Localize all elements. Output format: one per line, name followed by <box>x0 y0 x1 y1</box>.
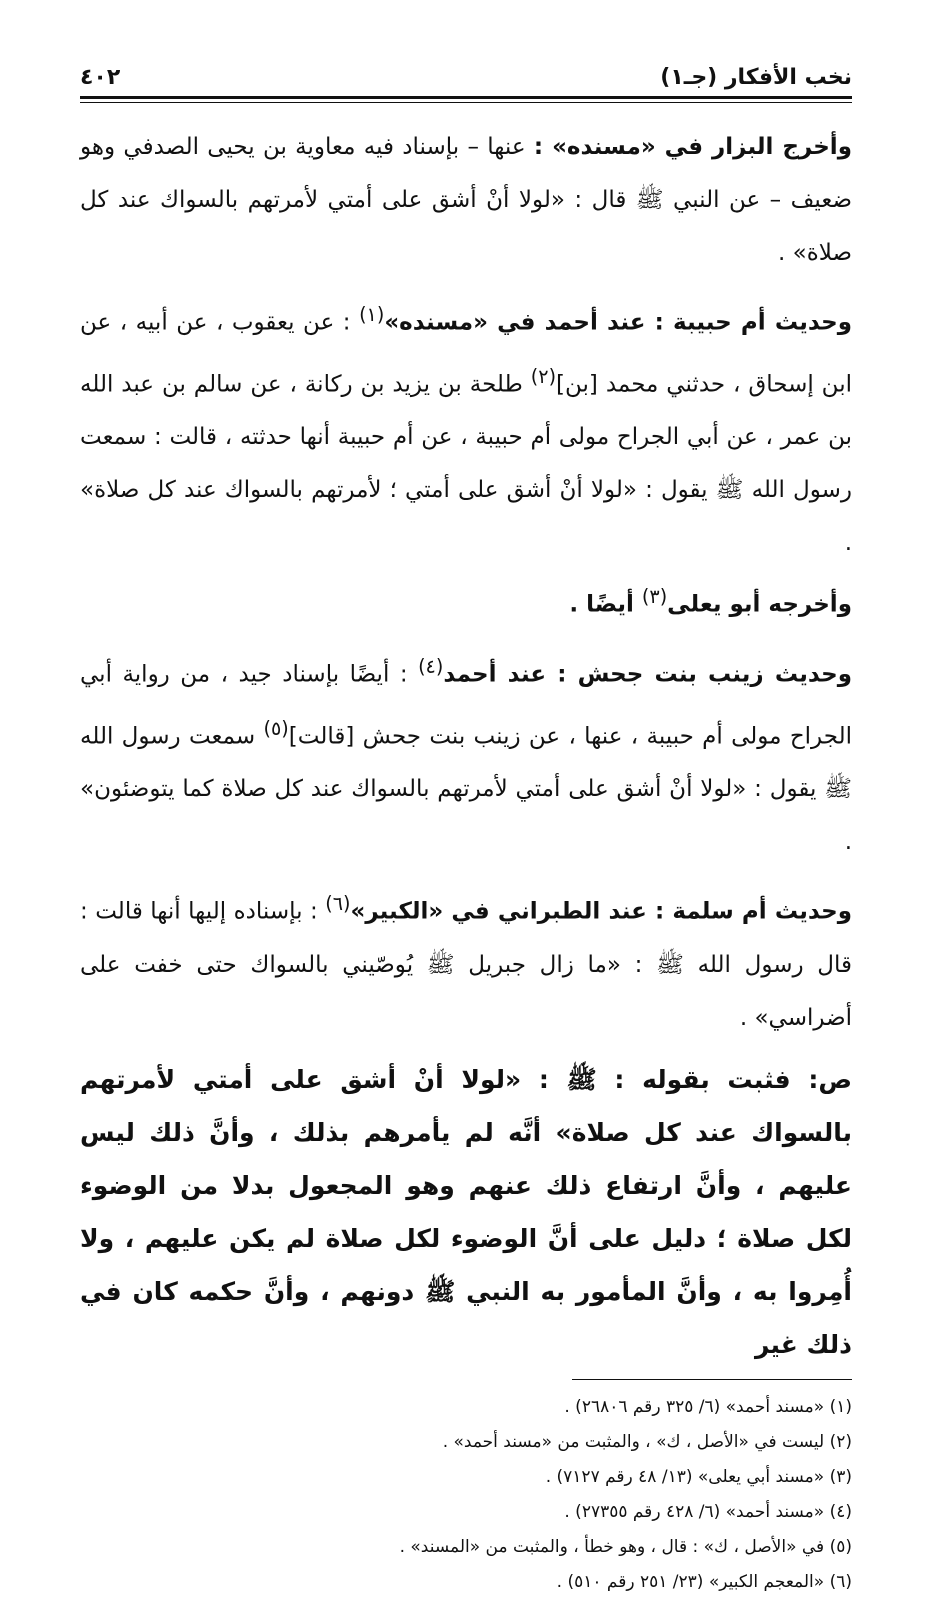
page-number: ٤٠٢ <box>80 65 121 90</box>
paragraph-lead: وحديث أم حبيبة : عند أحمد في «مسنده» <box>384 309 852 336</box>
body-text <box>80 121 852 1371</box>
header-rule-thick <box>80 96 852 99</box>
paragraph-lead: وحديث زينب بنت جحش : عند أحمد <box>443 661 852 688</box>
footnote-ref: (٤) <box>418 654 444 678</box>
paragraph-text: ص: فثبت بقوله : ﷺ : «لولا أنْ أشق على أمتي لأمرتهم بالسواك عند كل صلاة» أنَّه لم يأمرهم بذلك ، وأنَّ ذلك ليس عليهم ، وأنَّ ارتفاع ذلك عنهم وهو المجعول بدلا من الوضوء لكل صلاة ؛ دليل على أنَّ الوضوء لكل صلاة لم يكن عليهم ، ولا أُمِروا به ، وأنَّ المأمور به النبي ﷺ دونهم ، وأنَّ حكمه كان في ذلك غير <box>80 1064 852 1359</box>
footnote-ref: (٣) <box>641 585 668 609</box>
paragraph-zaynab <box>80 640 852 869</box>
footnote-2: (٢) ليست في «الأصل ، ك» ، والمثبت من «مسند أحمد» . <box>442 1431 852 1452</box>
footnote-1: (١) «مسند أحمد» (٦/ ٣٢٥ رقم ٢٦٨٠٦) . <box>564 1396 852 1417</box>
paragraph-text: طلحة بن يزيد بن ركانة ، عن سالم بن عبد الله بن عمر ، عن أبي الجراح مولى أم حبيبة ، عن أم حبيبة أنها حدثته ، قالت : سمعت رسول الله ﷺ يقول : «لولا أنْ أشق على أمتي ؛ لأمرتهم بالسواك عند كل صلاة» . <box>80 371 852 557</box>
footnote-separator <box>572 1379 852 1380</box>
paragraph-umm-salama <box>80 877 852 1045</box>
paragraph-lead: وأخرج البزار في «مسنده» : <box>533 134 852 160</box>
page <box>80 52 852 1600</box>
running-header <box>80 52 852 90</box>
paragraph-commentary <box>80 1053 852 1371</box>
footnote-ref: (١) <box>359 303 385 326</box>
footnote-6: (٦) «المعجم الكبير» (٢٣/ ٢٥١ رقم ٥١٠) . <box>556 1571 852 1592</box>
paragraph-text: : أيضًا بإسناد جيد ، من رواية أبي الجراح مولى أم حبيبة ، عنها ، عن زينب بنت جحش [قالت] <box>80 661 852 750</box>
footnotes <box>80 1390 852 1600</box>
footnote-ref: (٢) <box>530 364 557 388</box>
header-rule-thin <box>80 102 852 103</box>
footnote-4: (٤) «مسند أحمد» (٦/ ٤٢٨ رقم ٢٧٣٥٥) . <box>564 1501 852 1522</box>
paragraph-text: عنها – بإسناد فيه معاوية بن يحيى الصدفي وهو ضعيف – عن النبي ﷺ قال : «لولا أنْ أشق على أمتي لأمرتهم بالسواك عند كل صلاة» . <box>80 134 852 266</box>
paragraph-umm-habiba <box>80 288 852 632</box>
paragraph-text: أيضًا . <box>569 591 642 618</box>
paragraph-bazzar <box>80 121 852 280</box>
paragraph-text: : بإسناده إليها أنها قالت : قال رسول الله ﷺ : «ما زال جبريل ﷺ يُوصّيني بالسواك حتى خفت على أضراسي» . <box>80 898 852 1031</box>
book-title: نخب الأفكار (جـ١) <box>660 65 852 90</box>
paragraph-lead: وأخرجه أبو يعلى <box>667 591 852 618</box>
paragraph-text: سمعت رسول الله ﷺ يقول : «لولا أنْ أشق على أمتي لأمرتهم بالسواك عند كل صلاة كما يتوضئون» . <box>80 723 852 856</box>
footnote-5: (٥) في «الأصل ، ك» : قال ، وهو خطأ ، والمثبت من «المسند» . <box>399 1536 852 1557</box>
footnote-3: (٣) «مسند أبي يعلى» (١٣/ ٤٨ رقم ٧١٢٧) . <box>545 1466 852 1487</box>
paragraph-lead: وحديث أم سلمة : عند الطبراني في «الكبير» <box>350 898 852 925</box>
paragraph-text: : عن يعقوب ، عن أبيه ، عن ابن إسحاق ، حدثني محمد [بن] <box>80 309 852 398</box>
footnote-ref: (٥) <box>263 716 289 740</box>
footnote-ref: (٦) <box>325 892 351 916</box>
